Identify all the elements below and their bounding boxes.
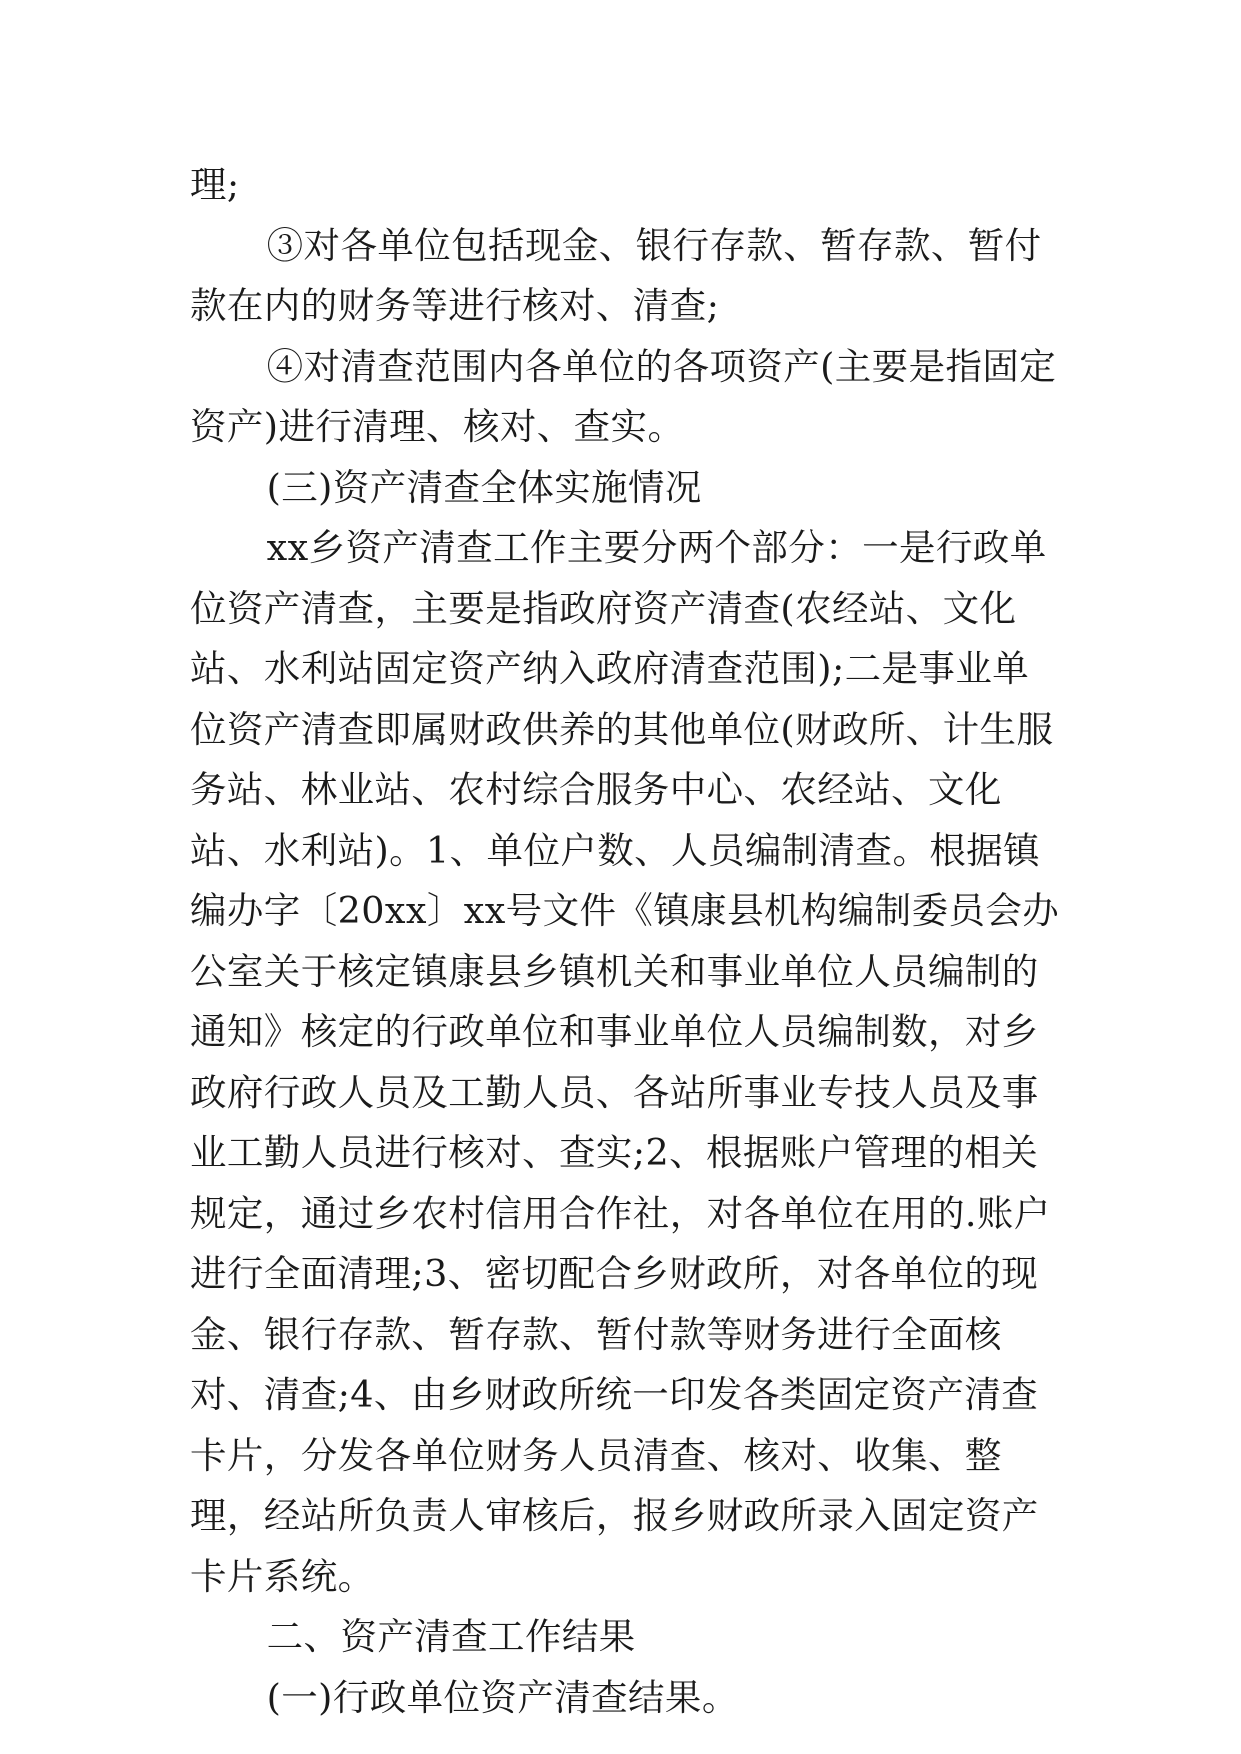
section-heading-implementation: (三)资产清查全体实施情况 [266, 465, 702, 509]
paragraph-item-3: ③对各单位包括现金、银行存款、暂存款、暂付款在内的财务等进行核对、清查; [190, 223, 1042, 327]
document-body [190, 155, 1062, 1728]
paragraph-item-4: ④对清查范围内各单位的各项资产(主要是指固定资产)进行清理、核对、查实。 [190, 344, 1057, 448]
subsection-heading-admin-results: (一)行政单位资产清查结果。 [266, 1675, 739, 1719]
paragraph-implementation-body: xx乡资产清查工作主要分两个部分：一是行政单位资产清查，主要是指政府资产清查(农经站、文化站、水利站固定资产纳入政府清查范围);二是事业单位资产清查即属财政供养的其他单位(财政所、计生服务站、林业站、农村综合服务中心、农经站、文化站、水利站)。1、单位户数、人员编制清查。根据镇编办字〔20xx〕xx号文件《镇康县机构编制委员会办公室关于核定镇康县乡镇机关和事业单位人员编制的通知》核定的行政单位和事业单位人员编制数，对乡政府行政人员及工勤人员、各站所事业专技人员及事业工勤人员进行核对、查实;2、根据账户管理的相关规定，通过乡农村信用合作社，对各单位在用的.账户进行全面清理;3、密切配合乡财政所，对各单位的现金、银行存款、暂存款、暂付款等财务进行全面核对、清查;4、由乡财政所统一印发各类固定资产清查卡片，分发各单位财务人员清查、核对、收集、整理，经站所负责人审核后，报乡财政所录入固定资产卡片系统。 [190, 526, 1060, 1598]
section-heading-results: 二、资产清查工作结果 [266, 1615, 636, 1658]
paragraph-continuation: 理; [190, 163, 240, 206]
